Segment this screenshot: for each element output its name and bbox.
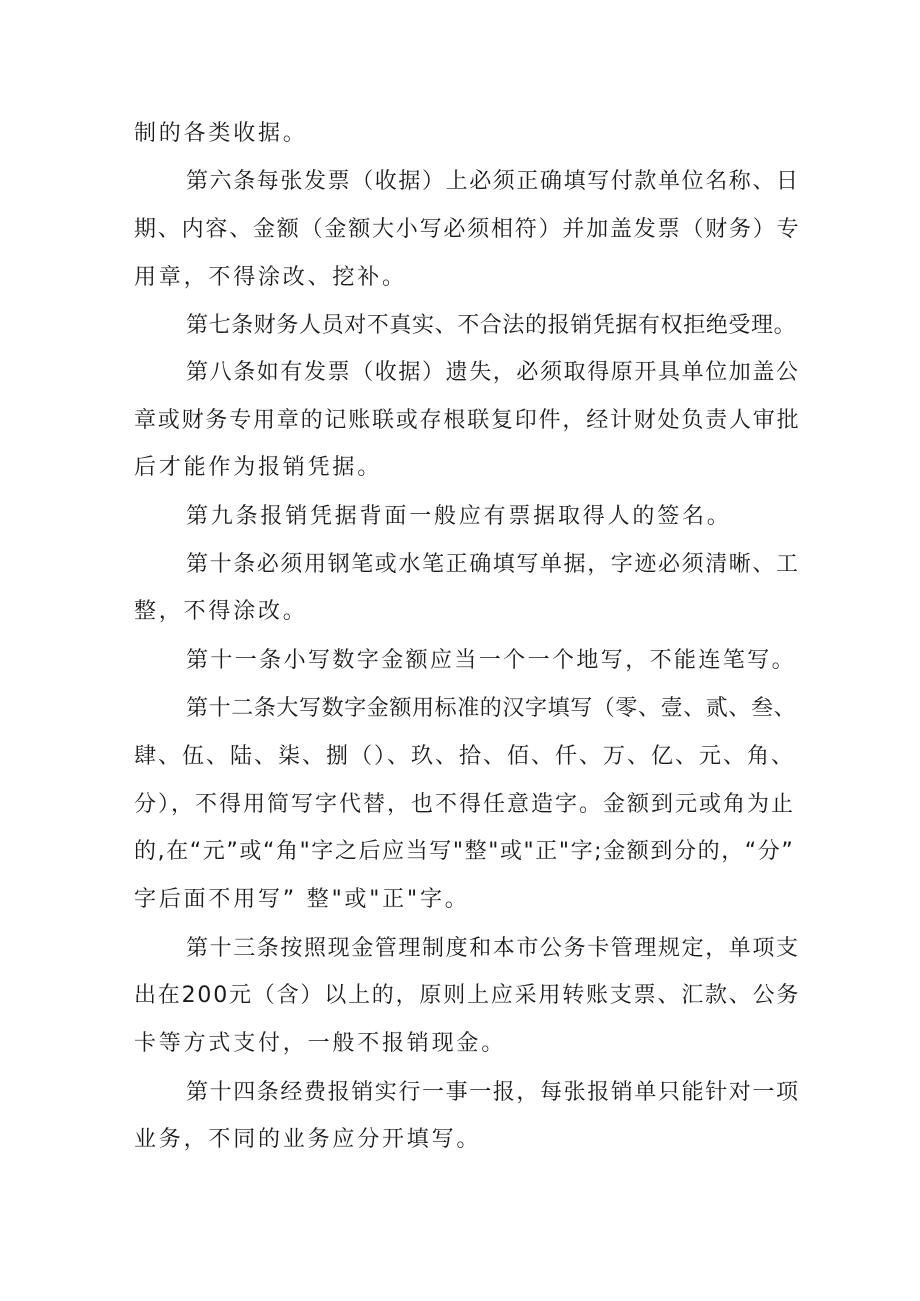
text-line: 第九条报销凭据背面一般应有票据取得人的签名。	[186, 504, 732, 529]
text-line: 用章，不得涂改、挖补。	[134, 265, 407, 290]
text-line: 第十三条按照现金管理制度和本市公务卡管理规定，单项支	[186, 936, 800, 961]
text-line: 肆、伍、陆、柒、捌（）、玖、拾、佰、仟、万、亿、元、角、	[134, 744, 796, 769]
text-line: 整，不得涂改。	[134, 599, 308, 624]
text-line: 第六条每张发票（收据）上必须正确填写付款单位名称、日	[186, 169, 800, 194]
text-line: 第十一条小写数字金额应当一个一个地写，不能连笔写。	[186, 648, 797, 673]
text-line: 第七条财务人员对不真实、不合法的报销凭据有权拒绝受理。	[186, 313, 797, 338]
text-line: 章或财务专用章的记账联或存根联复印件，经计财处负责人审批	[134, 408, 801, 433]
text-line: 第十四条经费报销实行一事一报，每张报销单只能针对一项	[186, 1080, 800, 1105]
text-line: 第八条如有发票（收据）遗失，必须取得原开具单位加盖公	[186, 360, 800, 385]
text-line: 期、内容、金额（金额大小写必须相符）并加盖发票（财务）专	[134, 217, 801, 242]
text-line: 业务，不同的业务应分开填写。	[134, 1127, 482, 1152]
text-line: 分），不得用简写字代替，也不得任意造字。金额到元或角为止	[134, 792, 796, 817]
text-line: 字后面不用写” 整"或"正"字。	[134, 887, 470, 912]
text-line: 后才能作为报销凭据。	[134, 455, 383, 480]
text-line: 卡等方式支付，一般不报销现金。	[134, 1031, 507, 1056]
text-line: 的,在“元”或“角"字之后应当写"整"或"正"字;金额到分的，“分”	[134, 839, 795, 864]
text-line: 制的各类收据。	[134, 121, 308, 146]
text-line: 第十条必须用钢笔或水笔正确填写单据，字迹必须清晰、工	[186, 552, 800, 577]
text-line: 第十二条大写数字金额用标准的汉字填写（零、壹、贰、叁、	[186, 696, 797, 721]
text-line: 出在200元（含）以上的，原则上应采用转账支票、汇款、公务	[134, 983, 801, 1008]
